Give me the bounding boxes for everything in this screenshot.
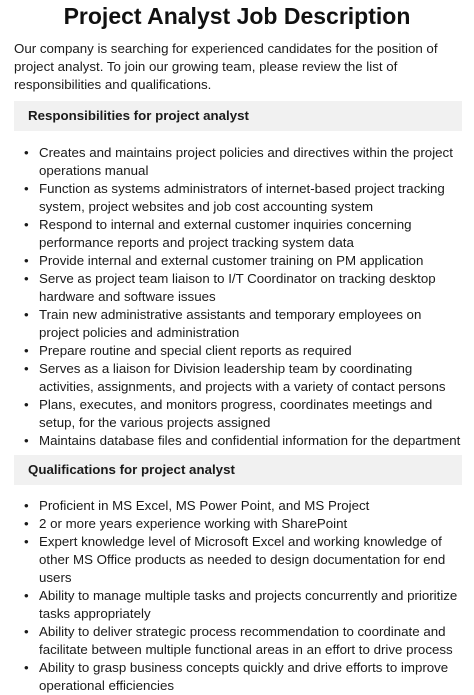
list-item: • Proficient in MS Excel, MS Power Point, and MS Project — [14, 497, 462, 515]
list-item: • Plans, executes, and monitors progress, coordinates meetings and setup, for the various projects assigned — [14, 396, 462, 432]
page-title: Project Analyst Job Description — [63, 3, 411, 29]
list-item: • Ability to grasp business concepts quickly and drive efforts to improve operational efficiencies — [14, 659, 462, 695]
responsibilities-list — [14, 144, 462, 450]
list-item: • Serve as project team liaison to I/T Coordinator on tracking desktop hardware and software issues — [14, 270, 462, 306]
list-item: • Function as systems administrators of internet-based project tracking system, project websites and job cost accounting system — [14, 180, 462, 216]
list-item: • Serves as a liaison for Division leadership team by coordinating activities, assignments, and projects with a variety of contact persons — [14, 360, 462, 396]
list-item: • Respond to internal and external customer inquiries concerning performance reports and project tracking system data — [14, 216, 462, 252]
list-item: • Creates and maintains project policies and directives within the project operations manual — [14, 144, 462, 180]
list-item: • Maintains database files and confidential information for the department — [14, 432, 462, 450]
qualifications-heading: Qualifications for project analyst — [14, 455, 462, 485]
list-item: • 2 or more years experience working with SharePoint — [14, 515, 462, 533]
qualifications-list — [14, 497, 462, 695]
intro-paragraph: Our company is searching for experienced candidates for the position of project analyst. To join our growing team, please review the list of responsibilities and qualifications. — [14, 41, 438, 92]
list-item: • Ability to manage multiple tasks and projects concurrently and prioritize tasks appropriately — [14, 587, 462, 623]
list-item: • Prepare routine and special client reports as required — [14, 342, 462, 360]
list-item: • Ability to deliver strategic process recommendation to coordinate and facilitate between multiple functional areas in an effort to drive process — [14, 623, 462, 659]
list-item: • Train new administrative assistants and temporary employees on project policies and administration — [14, 306, 462, 342]
list-item: • Expert knowledge level of Microsoft Excel and working knowledge of other MS Office products as needed to design documentation for end users — [14, 533, 462, 587]
responsibilities-heading: Responsibilities for project analyst — [14, 101, 462, 131]
list-item: • Provide internal and external customer training on PM application — [14, 252, 462, 270]
